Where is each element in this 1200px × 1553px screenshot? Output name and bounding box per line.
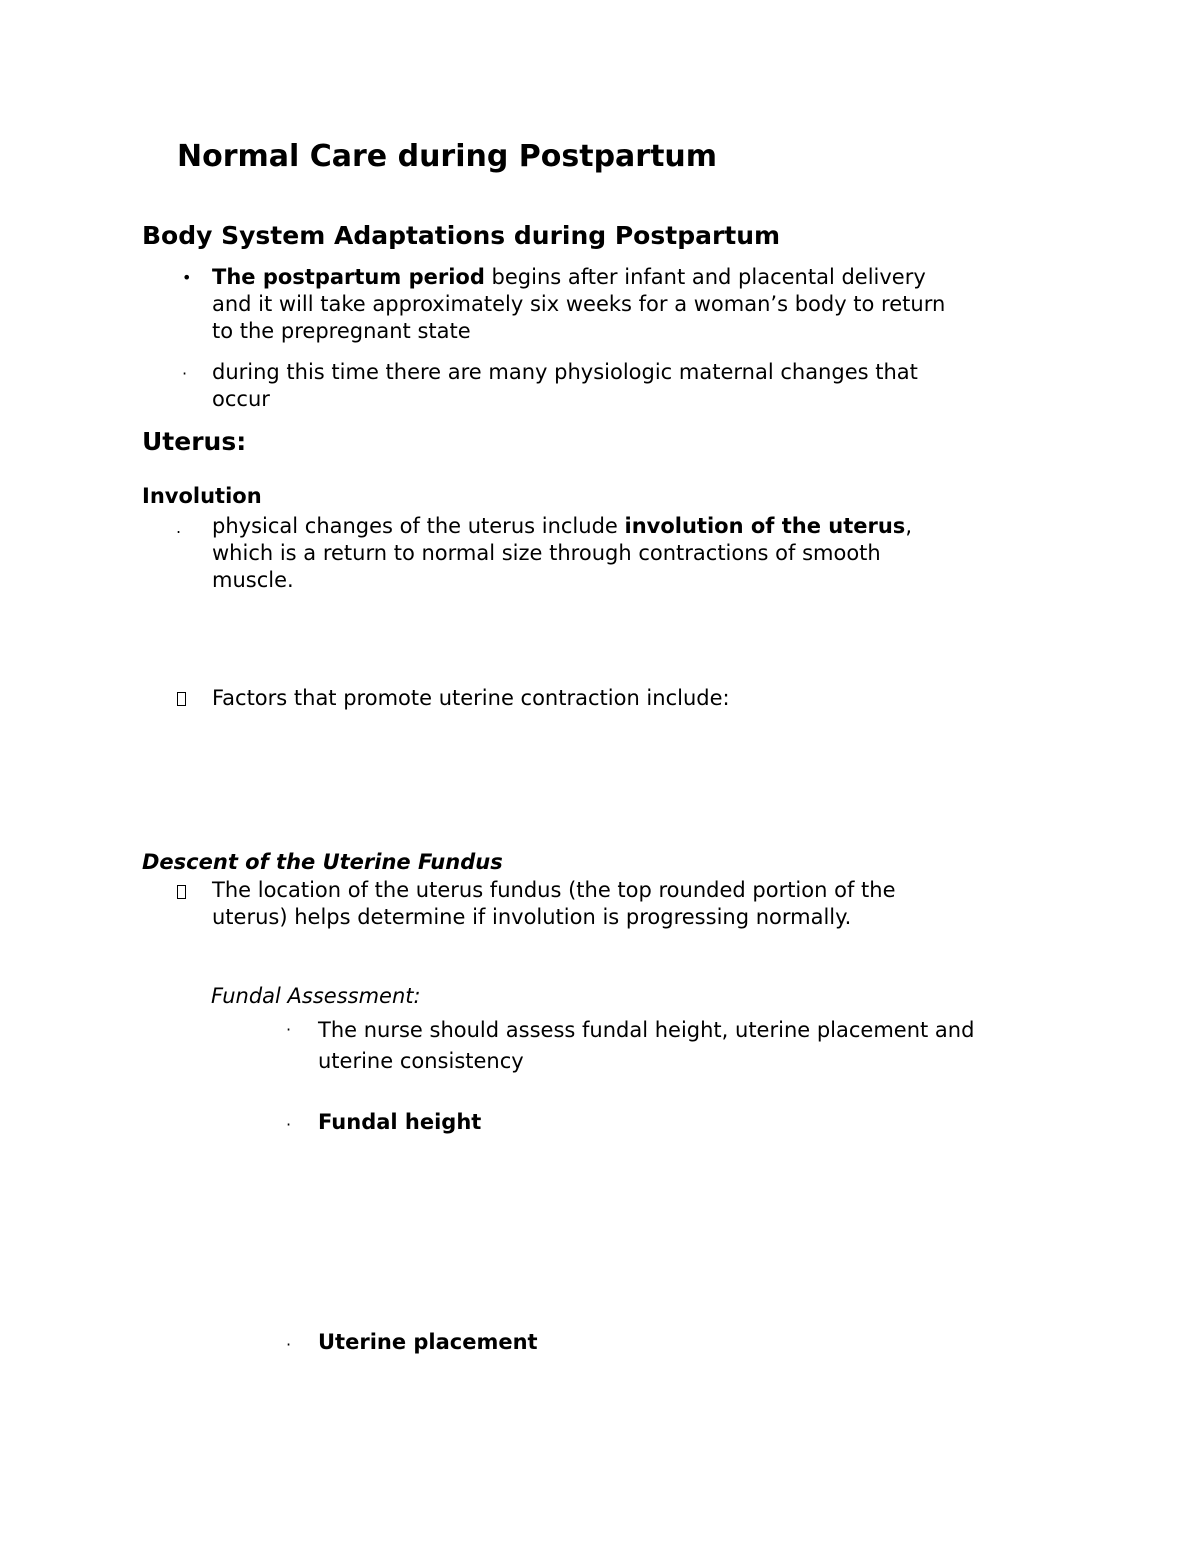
bullet-physiologic-changes: [212, 359, 918, 413]
bullet-text: The location of the uterus fundus (the top rounded portion of the: [212, 878, 896, 902]
bullet-marker: ·: [286, 1115, 292, 1134]
bullet-factors: Factors that promote uterine contraction include:: [212, 686, 730, 710]
section-heading-body-adaptations: Body System Adaptations during Postpartum: [142, 221, 781, 250]
bullet-marker: ·: [182, 364, 188, 383]
bullet-text: occur: [212, 387, 270, 411]
bullet-text: to the prepregnant state: [212, 319, 471, 343]
subheading-descent: Descent of the Uterine Fundus: [142, 850, 503, 874]
subheading-involution: Involution: [142, 484, 262, 508]
bold-term-postpartum-period: The postpartum period: [212, 265, 485, 289]
bullet-fundal-height: Fundal height: [318, 1110, 482, 1134]
bullet-involution-definition: [212, 513, 912, 594]
bullet-text: begins after infant and placental delivery: [484, 265, 926, 289]
bullet-text: uterine consistency: [318, 1049, 524, 1073]
bullet-text: during this time there are many physiologic maternal changes that: [212, 360, 918, 384]
bullet-text: muscle.: [212, 568, 294, 592]
bullet-postpartum-period: [212, 264, 945, 345]
bullet-text: which is a return to normal size through contractions of smooth: [212, 541, 881, 565]
page-title: Normal Care during Postpartum: [177, 139, 718, 174]
bullet-marker: ·: [286, 1335, 292, 1354]
bullet-text: physical changes of the uterus include: [212, 514, 625, 538]
bullet-text: and it will take approximately six weeks for a woman’s body to return: [212, 292, 946, 316]
bullet-text: The nurse should assess fundal height, uterine placement and: [318, 1018, 975, 1042]
bullet-uterine-placement: Uterine placement: [318, 1330, 538, 1354]
bullet-marker: •: [182, 268, 192, 287]
label-fundal-assessment: Fundal Assessment:: [211, 984, 421, 1008]
missing-glyph-icon: [177, 884, 186, 903]
bullet-nurse-assess: [318, 1015, 974, 1077]
bullet-text: ,: [905, 514, 912, 538]
bullet-text: uterus) helps determine if involution is progressing normally.: [212, 905, 852, 929]
bullet-marker: .: [176, 518, 182, 537]
section-heading-uterus: Uterus:: [142, 427, 247, 456]
bullet-marker: ·: [286, 1020, 292, 1039]
bullet-fundus-location: [212, 877, 895, 931]
missing-glyph-icon: [177, 691, 186, 710]
bold-term-involution: involution of the uterus: [624, 514, 906, 538]
